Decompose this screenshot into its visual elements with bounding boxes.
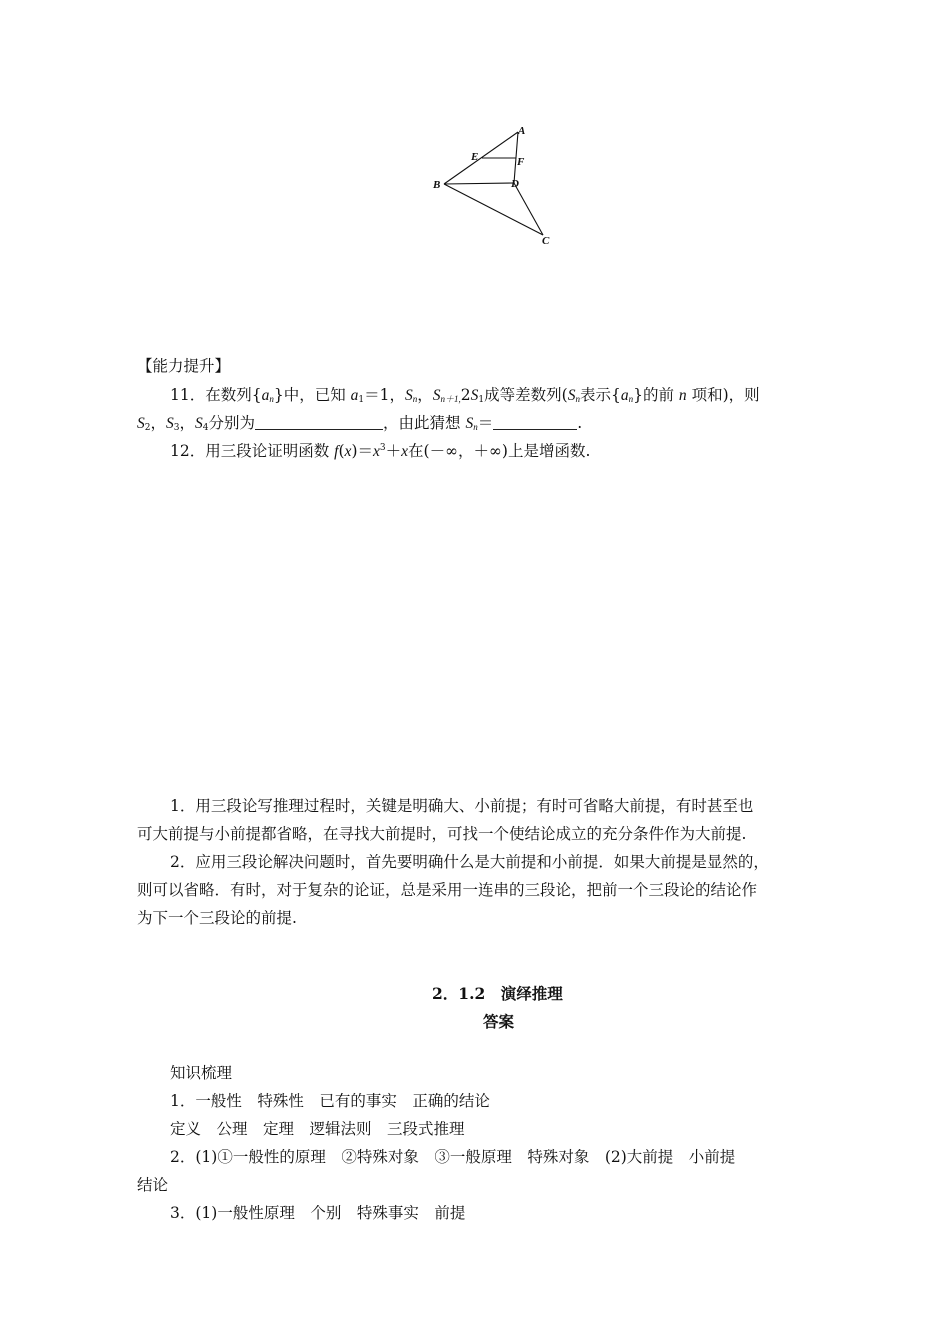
answer-blank-1[interactable] [255,415,383,430]
note-2-line2: 则可以省略．有时，对于复杂的论证，总是采用一连串的三段论，把前一个三段论的结论作 [137,881,758,899]
question-number: 12． [170,442,206,460]
question-number: 11． [170,386,206,404]
note-1-line1: 1．用三段论写推理过程时，关键是明确大、小前提；有时可省略大前提，有时甚至也 [170,797,754,815]
question-11-line1: 11．在数列$\{a_n\}$中，已知 $a_1=1$，$S_n$，$S_{n+1,}2S_1$成等差数列($S_n$表示$\{a_n\}$的前 n 项和)，则 [170,386,760,405]
label-A: A [518,125,526,137]
answer-line-4: 2．(1)①一般性的原理 ②特殊对象 ③一般原理 特殊对象 (2)大前提 小前提 [170,1148,736,1166]
answer-line-5: 结论 [137,1176,169,1194]
note-2-line3: 为下一个三段论的前提. [137,909,297,927]
label-E: E [471,151,479,163]
note-1-line2: 可大前提与小前提都省略，在寻找大前提时，可找一个使结论成立的充分条件作为大前提. [137,825,747,843]
label-B: B [433,179,441,191]
question-11-line2: $S_2$，$S_3$，$S_4$分别为 ，由此猜想 $S_n=$ . [137,414,583,433]
label-C: C [542,235,550,247]
answer-blank-2[interactable] [493,415,577,430]
note-2-line1: 2．应用三段论解决问题时，首先要明确什么是大前提和小前提．如果大前提是显然的， [170,853,769,871]
question-12: 12．用三段论证明函数 $f(x)=x^3+x$在(－∞，＋∞)上是增函数. [170,442,591,460]
section-heading: 【能力提升】 [137,357,231,375]
answer-line-6: 3．(1)一般性原理 个别 特殊事实 前提 [170,1204,466,1222]
answer-subtitle: 答案 [483,1012,515,1031]
segment-BD [444,183,514,184]
label-D: D [511,178,519,190]
triangle-figure [428,120,568,255]
answer-line-2: 1．一般性 特殊性 已有的事实 正确的结论 [170,1092,490,1110]
answer-line-3: 定义 公理 定理 逻辑法则 三段式推理 [170,1120,465,1138]
answer-line-1: 知识梳理 [170,1064,233,1082]
answer-title: 2．1.2 演绎推理 [432,984,563,1003]
label-F: F [517,156,525,168]
